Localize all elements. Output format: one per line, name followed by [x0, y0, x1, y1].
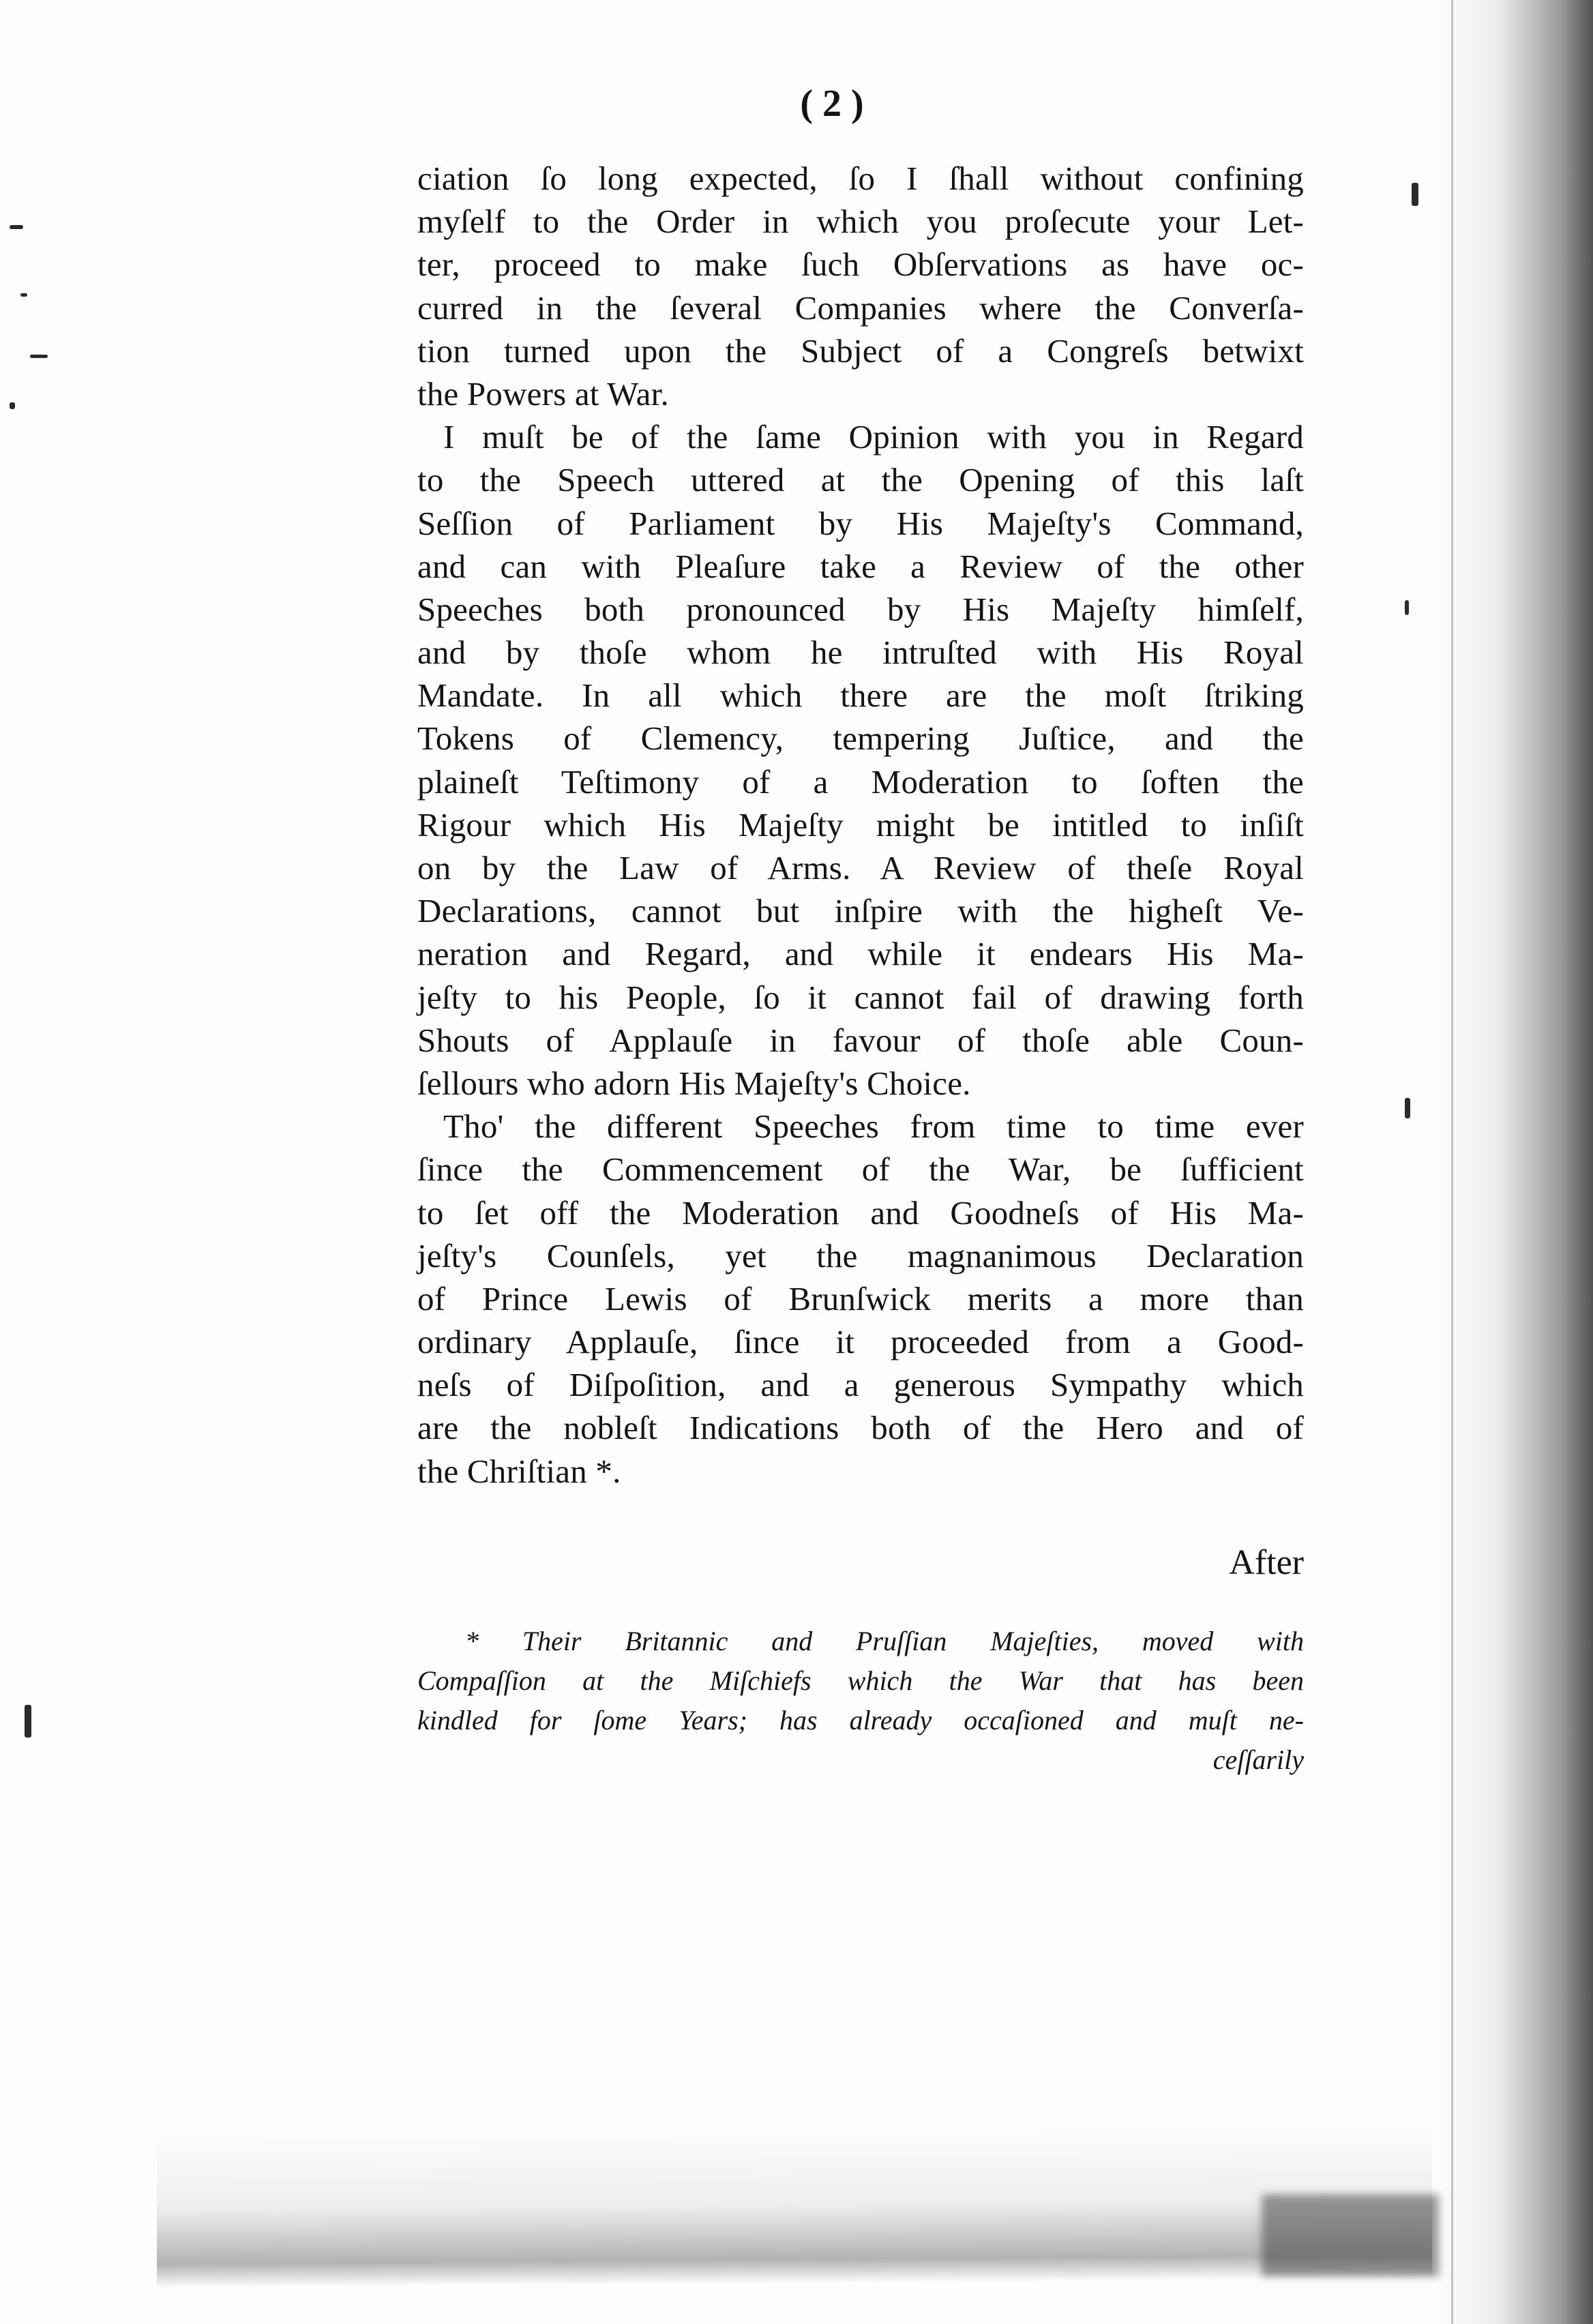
binding-crease — [1451, 0, 1453, 2324]
text-line: I muſt be of the ſame Opinion with you in Regard — [443, 418, 1304, 456]
text-line: Declarations, cannot but inſpire with the higheſt Ve- — [417, 892, 1304, 930]
text-line: ciation ſo long expected, ſo I ſhall without confining — [417, 160, 1304, 197]
text-line: ſellours who adorn His Majeſty's Choice. — [417, 1064, 971, 1102]
catchword: After — [1229, 1543, 1304, 1582]
text-line: neration and Regard, and while it endears His Ma- — [417, 935, 1304, 973]
text-line: ter, proceed to make ſuch Obſervations as have oc- — [417, 245, 1304, 284]
text-line: and by thoſe whom he intruſted with His Royal — [417, 634, 1304, 672]
text-line: ſince the Commencement of the War, be ſufficient — [417, 1150, 1304, 1189]
text-line: Rigour which His Majeſty might be intitled to inſiſt — [417, 805, 1304, 844]
text-line: plaineſt Teſtimony of a Moderation to ſoften the — [417, 762, 1304, 801]
text-line: myſelf to the Order in which you proſecute your Let- — [417, 203, 1304, 241]
text-line: curred in the ſeveral Companies where the Converſa- — [417, 288, 1304, 327]
footnote-line: * Their Britannic and Pruſſian Majeſties, moved with — [465, 1626, 1304, 1656]
footnote-line: Compaſſion at the Miſchiefs which the War that has been — [417, 1665, 1304, 1696]
text-line: Speeches both pronounced by His Majeſty himſelf, — [417, 590, 1304, 628]
text-line: neſs of Diſpoſition, and a generous Sympathy which — [417, 1366, 1304, 1404]
text-line: jeſty to his People, ſo it cannot fail of drawing forth — [417, 978, 1304, 1016]
footnote-line: kindled for ſome Years; has already occaſioned and muſt ne- — [417, 1705, 1304, 1735]
text-line: are the nobleſt Indications both of the Hero and of — [417, 1409, 1304, 1447]
text-line: to the Speech uttered at the Opening of this laſt — [417, 461, 1304, 499]
text-line: tion turned upon the Subject of a Congreſs betwixt — [417, 331, 1304, 370]
text-line: to ſet off the Moderation and Goodneſs of His Ma- — [417, 1193, 1304, 1232]
text-line: of Prince Lewis of Brunſwick merits a more than — [417, 1279, 1304, 1317]
margin-speck — [25, 1705, 31, 1738]
text-line: Tokens of Clemency, tempering Juſtice, and the — [417, 719, 1304, 758]
margin-speck — [20, 293, 27, 297]
page-number: ( 2 ) — [800, 83, 864, 125]
text-line: on by the Law of Arms. A Review of theſe Royal — [417, 849, 1304, 887]
text-line: the Powers at War. — [417, 374, 669, 413]
text-line: ordinary Applauſe, ſince it proceeded from a Good- — [417, 1323, 1304, 1361]
text-line: Seſſion of Parliament by His Majeſty's Command, — [417, 504, 1304, 542]
text-line: Mandate. In all which there are the moſt ſtriking — [417, 676, 1304, 715]
text-line: and can with Pleaſure take a Review of the other — [417, 547, 1304, 585]
text-line: the Chriſtian *. — [417, 1452, 621, 1490]
margin-speck — [30, 355, 48, 358]
text-line: Shouts of Applauſe in favour of thoſe able Coun- — [417, 1021, 1304, 1059]
footnote-line: ceſſarily — [1212, 1744, 1304, 1775]
body-text — [417, 157, 1304, 1493]
text-line: Tho' the different Speeches from time to time ever — [443, 1107, 1304, 1146]
footnote — [417, 1622, 1304, 1780]
margin-speck — [1405, 600, 1409, 615]
margin-speck — [1412, 183, 1418, 206]
margin-speck — [1405, 1098, 1410, 1118]
margin-speck — [10, 225, 23, 229]
margin-speck — [10, 402, 15, 409]
binding-shadow — [1436, 0, 1593, 2324]
text-line: jeſty's Counſels, yet the magnanimous Declaration — [417, 1236, 1304, 1275]
worn-bottom-edge — [157, 2121, 1432, 2287]
page-corner-stain — [1262, 2194, 1439, 2276]
